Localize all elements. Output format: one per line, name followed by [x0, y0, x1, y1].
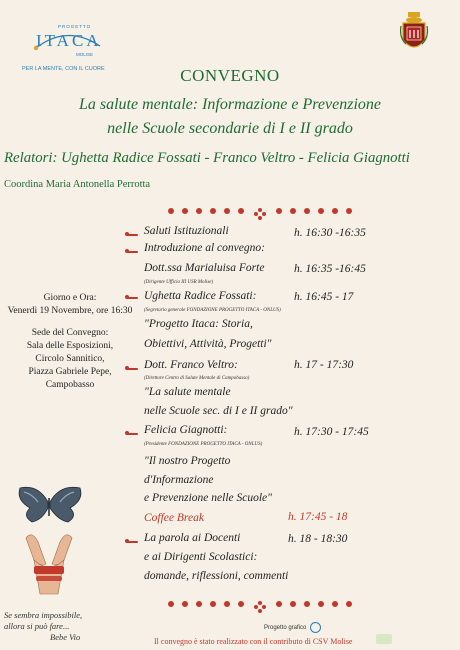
- program-item-2: Introduzione al convegno:: [144, 242, 265, 254]
- bullet-icon: [126, 234, 138, 236]
- bullet-icon: [126, 368, 138, 370]
- where-line4: Campobasso: [45, 380, 95, 390]
- program-item-5d: e Prevenzione nelle Scuole": [144, 492, 272, 504]
- program-item-6: La parola ai Docenti: [144, 532, 241, 544]
- graphic-credit-label: Progetto grafico: [264, 625, 307, 632]
- event-info: [0, 292, 140, 392]
- bullet-icon: [126, 541, 138, 543]
- logo-top: PROGETTO: [58, 24, 92, 29]
- quote-line2: allora si può fare...: [4, 621, 70, 631]
- csv-molise-logo-icon: [376, 634, 392, 644]
- where-line2: Circolo Sannitico,: [35, 354, 105, 364]
- program-item-1: Saluti Istituzionali: [144, 225, 229, 237]
- program-note-2: (Dirigente Ufficio III USR Molise): [144, 280, 214, 285]
- quote-author: Bebe Vio: [50, 632, 81, 642]
- program-item-5: Felicia Giagnotti:: [144, 424, 228, 436]
- bottom-divider: [140, 597, 380, 611]
- program-time-6: h. 18 - 18:30: [288, 533, 348, 545]
- ornament-icon: [254, 598, 266, 610]
- speakers-line: Relatori: Ughetta Radice Fossati - Franco Veltro - Felicia Giagnotti: [4, 150, 410, 166]
- program-item-5b: "Il nostro Progetto: [144, 455, 231, 467]
- program-item-4c: nelle Scuole sec. di I e II grado": [144, 405, 293, 417]
- coat-of-arms-icon: [400, 12, 428, 56]
- program-time-5: h. 17:30 - 17:45: [294, 426, 369, 438]
- logo-region: MOLISE: [76, 52, 94, 57]
- when-value: Venerdì 19 Novembre, ore 16:30: [7, 306, 133, 316]
- bullet-icon: [126, 251, 138, 253]
- coffee-break-time: h. 17:45 - 18: [288, 511, 348, 523]
- butterfly-icon: [19, 487, 81, 522]
- program-item-3c: Obiettivi, Attività, Progetti": [144, 338, 272, 350]
- event-title: CONVEGNO: [180, 66, 280, 85]
- program-time-4: h. 17 - 17:30: [294, 359, 354, 371]
- subtitle-line2: nelle Scuole secondarie di I e II grado: [107, 120, 353, 137]
- program-time-1: h. 16:30 -16:35: [294, 227, 366, 239]
- bullet-icon: [126, 433, 138, 435]
- program-item-4b: "La salute mentale: [144, 386, 231, 398]
- logo-tagline: PER LA MENTE, CON IL CUORE: [22, 66, 105, 72]
- coordinator-line: Coordina Maria Antonella Perrotta: [4, 179, 151, 190]
- program-item-3: Ughetta Radice Fossati:: [144, 290, 257, 302]
- where-label: Sede del Convegno:: [31, 328, 109, 338]
- program-item-4: Dott. Franco Veltro:: [144, 359, 238, 371]
- program-item-3b: "Progetto Itaca: Storia,: [144, 318, 253, 330]
- program-note-4: (Direttore Centro di Salute Mentale di Campobasso): [144, 376, 250, 381]
- footer-credit: Il convegno è stato realizzato con il contributo di CSV Molise: [154, 637, 353, 646]
- ornament-icon: [254, 205, 266, 217]
- program-note-3: (Segretario generale FONDAZIONE PROGETTO ITACA - ONLUS): [144, 308, 281, 313]
- hands-icon: [26, 535, 72, 594]
- subtitle-line1: La salute mentale: Informazione e Prevenzione: [78, 96, 381, 113]
- quote: [4, 610, 82, 643]
- where-line1: Sala delle Esposizioni,: [26, 341, 114, 351]
- program-item-6c: domande, riflessioni, commenti: [144, 570, 289, 582]
- program-item-2b: Dott.ssa Marialuisa Forte: [144, 262, 265, 274]
- program-time-2: h. 16:35 -16:45: [294, 263, 366, 275]
- quote-line1: Se sembra impossibile,: [4, 610, 83, 620]
- top-divider: [140, 204, 380, 218]
- where-line3: Piazza Gabriele Pepe,: [28, 367, 112, 377]
- butterfly-hands-illustration: [8, 482, 90, 602]
- when-label: Giorno e Ora:: [43, 293, 97, 303]
- bullet-icon: [126, 297, 138, 299]
- program-item-6b: e ai Dirigenti Scolastici:: [144, 551, 258, 563]
- program-item-5c: d'Informazione: [144, 474, 214, 486]
- program-time-3: h. 16:45 - 17: [294, 291, 354, 303]
- program-note-5: (Presidente FONDAZIONE PROGETTO ITACA - ONLUS): [144, 442, 263, 447]
- designer-logo-icon: [310, 622, 321, 633]
- logo-name: ITACA: [36, 31, 102, 50]
- coffee-break: Coffee Break: [144, 512, 204, 524]
- graphic-credit: [264, 622, 321, 633]
